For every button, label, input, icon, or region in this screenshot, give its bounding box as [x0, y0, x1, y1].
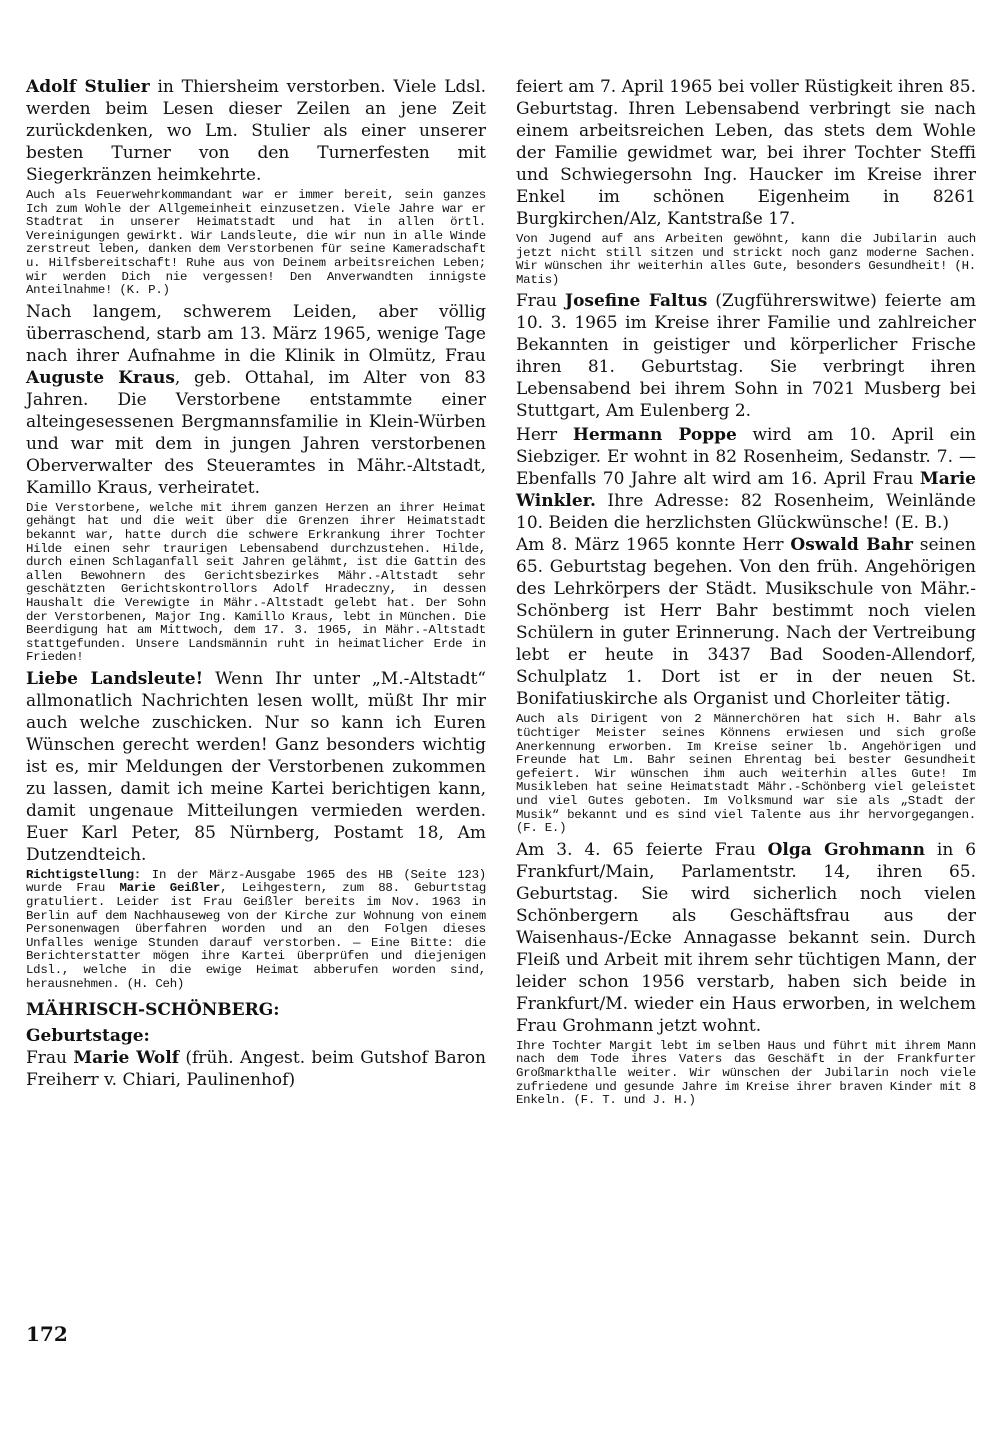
lead-liebe-landsleute: Liebe Landsleute!: [26, 668, 204, 689]
article-bahr-text: seinen 65. Geburtstag begehen. Von den früh. Angehörigen des Lehrkörpers der Städt. Musikschule von Mähr.-Schönberg ist Herr Bahr bestimmt noch vielen Schülern in guter Erinnerung. Nach der Vertreibung lebt er heute in 3437 Bad Sooden-Allendorf, Schulplatz 1. Dort ist er in der neuen St. Bonifatiuskirche als Organist und Chorleiter tätig.: [516, 535, 976, 710]
article-kraus: [26, 301, 486, 499]
section-heading-maehrisch-schoenberg: MÄHRISCH-SCHÖNBERG:: [26, 1000, 280, 1021]
article-stulier: [26, 76, 486, 186]
article-poppe-winkler: [516, 424, 976, 534]
name-oswald-bahr: Oswald Bahr: [790, 535, 913, 556]
name-marie-geissler: Marie Geißler: [119, 881, 221, 896]
article-kraus-detail: Die Verstorbene, welche mit ihrem ganzen Herzen an ihrer Heimat gehängt hat und die weit über die Grenzen ihrer Heimatstadt bekannt war, hatte durch die schwere Erkrankung ihrer Tochter Hilde einen sehr traurigen Lebensabend durchzustehen. Hilde, durch einen Schlaganfall seit Jahren gelähmt, ist die Gattin des allen Bewohnern des Gerichtsbezirkes Mähr.-Altstadt sehr geschätzten Gerichtskontrollors Adolf Hradeczny, in dessen Haushalt die Verewigte in Mähr.-Altstadt gelebt hat. Der Sohn der Verstorbenen, Major Ing. Kamillo Kraus, lebt in München. Die Beerdigung hat am Mittwoch, dem 17. 3. 1965, in Mähr.-Altstadt stattgefunden. Unsere Landsmännin ruht in heimatlicher Erde in Frieden!: [26, 500, 486, 665]
article-winkler-text: Ihre Adresse: 82 Rosenheim, Weinlände 10. Beiden die herzlichsten Glückwünsche! (E. B.): [516, 491, 976, 534]
name-marie-wolf: Marie Wolf: [73, 1048, 180, 1069]
article-landsleute-text: Wenn Ihr unter „M.-Altstadt“ allmonatlich Nachrichten lesen wollt, müßt Ihr mir auch welche zuschicken. Nur so kann ich Euren Wünschen gerecht werden! Ganz besonders wichtig ist es, mir Meldungen der Verstorbenen zukommen zu lassen, damit ich meine Kartei berichtigen kann, damit ungenaue Mitteilungen vermieden werden. Euer Karl Peter, 85 Nürnberg, Postamt 18, Am Dutzendteich.: [26, 668, 486, 865]
article-faltus-text: (Zugführerswitwe) feierte am 10. 3. 1965 im Kreise ihrer Familie und zahlreicher Bekannten in geistiger und körperlicher Frische ihren 81. Geburtstag. Sie verbringt ihren Lebensabend bei ihrem Sohn in 7021 Musberg bei Stuttgart, Am Eulenberg 2.: [516, 291, 976, 422]
name-auguste-kraus: Auguste Kraus: [26, 367, 175, 388]
article-grohmann-intro: Am 3. 4. 65 feierte Frau: [516, 839, 768, 860]
subsection-heading-geburtstage: Geburtstage:: [26, 1026, 150, 1047]
name-josefine-faltus: Josefine Faltus: [565, 291, 708, 312]
article-grohmann-text: in 6 Frankfurt/Main, Parlamentstr. 14, ihren 65. Geburtstag. Sie wird sicherlich noch vielen Schönbergern als Geschäftsfrau aus der Waisenhaus-/Ecke Annagasse bekannt sein. Durch Fleiß und Arbeit mit ihrem sehr tüchtigen Mann, der leider schon 1956 verstarb, haben sich beide in Frankfurt/M. wieder ein Haus erworben, in welchem Frau Grohmann jetzt wohnt.: [516, 839, 977, 1036]
article-bahr-detail: Auch als Dirigent von 2 Männerchören hat sich H. Bahr als tüchtiger Meister seines Könnens erwiesen und sich große Anerkennung erworben. Im Kreise seiner lb. Angehörigen und Freunde hat Lm. Bahr seinen Ehrentag bei bester Gesundheit gefeiert. Wir wünschen ihm auch weiterhin alles Gute! Im Musikleben hat seine Heimatstadt Mähr.-Schönberg viel geleistet und viel Gutes geboten. Im Volksmund war sie als „Stadt der Musik“ bekannt und es sind viel Talente aus ihr hervorgegangen. (F. E.): [516, 712, 976, 836]
article-marie-wolf: [26, 1047, 486, 1091]
article-wolf-detail: Von Jugend auf ans Arbeiten gewöhnt, kann die Jubilarin auch jetzt nicht still sitzen und strickt noch ganz moderne Sachen. Wir wünschen ihr weiterhin alles Gute, besonders Gesundheit! (H. Matis): [516, 232, 976, 287]
article-wolf-continued: feiert am 7. April 1965 bei voller Rüstigkeit ihren 85. Geburtstag. Ihren Lebensabend verbringt sie nach einem arbeitsreichen Leben, das stets dem Wohle der Familie gewidmet war, bei ihrer Tochter Steffi und Schwiegersohn Ing. Haucker im Kreise ihrer Enkel im schönen Eigenheim in 8261 Burgkirchen/Alz, Kantstraße 17.: [516, 77, 976, 229]
richtigstellung-text: , Leihgestern, zum 88. Geburtstag gratuliert. Leider ist Frau Geißler bereits im Nov. 1963 in Berlin auf dem Nachhauseweg von der Kirche zur Wohnung von einem Personenwagen überfahren worden und an den Folgen dieses Unfalles wenige Stunden darauf verstorben. — Eine Bitte: die Berichterstatter mögen ihre Kartei überprüfen und diejenigen Ldsl., welche in die ewige Heimat abberufen worden sind, herausnehmen. (H. Ceh): [26, 881, 487, 991]
article-poppe-intro: Herr: [516, 425, 573, 446]
article-liebe-landsleute: [26, 668, 486, 866]
name-adolf-stulier: Adolf Stulier: [26, 77, 150, 97]
article-stulier-text: in Thiersheim verstorben. Viele Ldsl. werden beim Lesen dieser Zeilen an jene Zeit zurückdenken, wo Lm. Stulier als einer unserer besten Turner von den Turnerfesten mit Siegerkränzen heimkehrte.: [26, 77, 486, 185]
article-grohmann-detail: Ihre Tochter Margit lebt im selben Haus und führt mit ihrem Mann nach dem Tode ihres Vaters das Geschäft in der Frankfurter Großmarkthalle weiter. Wir wünschen der Jubilarin noch viele zufriedene und gesunde Jahre im Kreise ihrer braven Kinder mit 8 Enkeln. (F. T. und J. H.): [516, 1038, 976, 1108]
article-faltus-intro: Frau: [516, 291, 566, 312]
page-number: 172: [26, 1322, 68, 1346]
article-faltus: [516, 290, 976, 422]
left-column: [26, 76, 486, 1091]
article-wolf-text: (früh. Angest. beim Gutshof Baron Freiherr v. Chiari, Paulinenhof): [26, 1048, 486, 1091]
article-richtigstellung: [26, 869, 486, 991]
article-grohmann: [516, 839, 976, 1037]
article-kraus-text: , geb. Ottahal, im Alter von 83 Jahren. Die Verstorbene entstammte einer alteingesessenen Bergmannsfamilie in Klein-Würben und war mit dem in jungen Jahren verstorbenen Oberverwalter des Steueramtes in Mähr.-Altstadt, Kamillo Kraus, verheiratet.: [26, 367, 486, 498]
name-marie-winkler: Marie Winkler.: [516, 469, 976, 512]
name-hermann-poppe: Hermann Poppe: [572, 425, 737, 446]
article-poppe-text: wird am 10. April ein Siebziger. Er wohnt in 82 Rosenheim, Sedanstr. 7. — Ebenfalls 70 Jahre alt wird am 16. April Frau: [516, 425, 977, 490]
article-bahr-intro: Am 8. März 1965 konnte Herr: [516, 535, 791, 556]
article-kraus-intro: Nach langem, schwerem Leiden, aber völlig überraschend, starb am 13. März 1965, wenige Tage nach ihrer Aufnahme in die Klinik in Olmütz, Frau: [26, 301, 486, 366]
article-bahr: [516, 534, 976, 710]
article-stulier-detail: Auch als Feuerwehrkommandant war er immer bereit, sein ganzes Ich zum Wohle der Allgemeinheit einzusetzen. Viele Jahre war er Stadtrat in unserer Heimatstadt und hat in allen örtl. Vereinigungen gewirkt. Wir Landsleute, die wir nun in alle Winde zerstreut leben, danken dem Verstorbenen für seine Kameradschaft u. Hilfsbereitschaft! Ruhe aus von Deinem arbeitsreichen Leben; wir werden Dich nie vergessen! Den Anverwandten innigste Anteilnahme! (K. P.): [26, 188, 486, 298]
name-olga-grohmann: Olga Grohmann: [767, 839, 926, 860]
right-column: [516, 76, 976, 1111]
article-wolf-intro: Frau: [26, 1048, 74, 1069]
lead-richtigstellung: Richtigstellung:: [26, 867, 141, 882]
richtigstellung-intro: In der März-Ausgabe 1965 des HB (Seite 123) wurde Frau: [26, 867, 486, 896]
